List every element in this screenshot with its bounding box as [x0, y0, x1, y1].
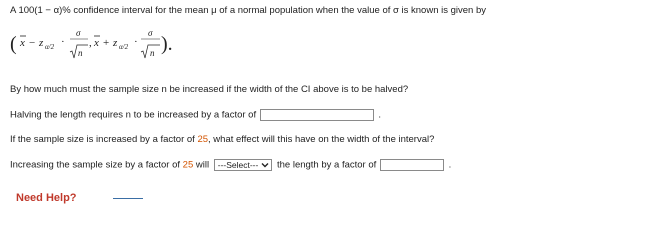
formula-sigma-1: σ: [76, 28, 81, 38]
effect-question: [10, 159, 451, 171]
increase-suffix: , what effect will this have on the width of the interval?: [208, 134, 435, 145]
effect-suffix: .: [448, 159, 452, 171]
formula-close-paren: ).: [161, 33, 173, 55]
formula-x-2: x: [94, 37, 99, 49]
effect-select-label: ---Select---: [217, 160, 259, 170]
formula-minus: −: [29, 37, 36, 49]
formula-dot-1: ·: [61, 36, 65, 48]
formula-n-1: n: [78, 48, 83, 58]
halving-prefix: Halving the length requires n to be increased by a factor of: [10, 109, 257, 121]
effect-factor-input[interactable]: [380, 159, 444, 171]
formula-dot-2: ·: [134, 36, 138, 48]
formula-sub-2: α/2: [119, 43, 129, 51]
formula-z-2: z: [113, 37, 118, 49]
formula-z: z: [39, 37, 44, 49]
formula-open-paren: (: [10, 33, 17, 55]
halving-suffix: .: [378, 109, 382, 121]
effect-will: will: [195, 159, 210, 171]
formula-plus: +: [103, 37, 110, 49]
effect-prefix: Increasing the sample size by a factor of: [10, 159, 181, 171]
formula-sigma-2: σ: [148, 28, 153, 38]
formula-n-2: n: [150, 48, 155, 58]
formula-sub-1: α/2: [45, 43, 55, 51]
halving-question: [10, 109, 381, 121]
formula-x: x: [20, 37, 25, 49]
confidence-interval-formula: [10, 24, 250, 64]
need-help-label: Need Help?: [16, 192, 77, 204]
chevron-down-icon: [261, 161, 269, 169]
question-sample-size: By how much must the sample size n be increased if the width of the CI above is to be halved?: [10, 84, 409, 95]
effect-mid: the length by a factor of: [276, 159, 377, 171]
halving-factor-input[interactable]: [260, 109, 374, 121]
help-divider: [113, 198, 143, 199]
increase-question: [10, 134, 434, 145]
increase-prefix: If the sample size is increased by a factor of: [10, 134, 195, 145]
effect-factor: 25: [182, 159, 194, 171]
effect-select[interactable]: [214, 159, 273, 171]
question-intro: A 100(1 − α)% confidence interval for the mean μ of a normal population when the value of σ is known is given by: [10, 5, 487, 16]
increase-factor: 25: [197, 134, 209, 145]
need-help-link[interactable]: [16, 192, 143, 204]
formula-comma: ,: [89, 37, 92, 49]
